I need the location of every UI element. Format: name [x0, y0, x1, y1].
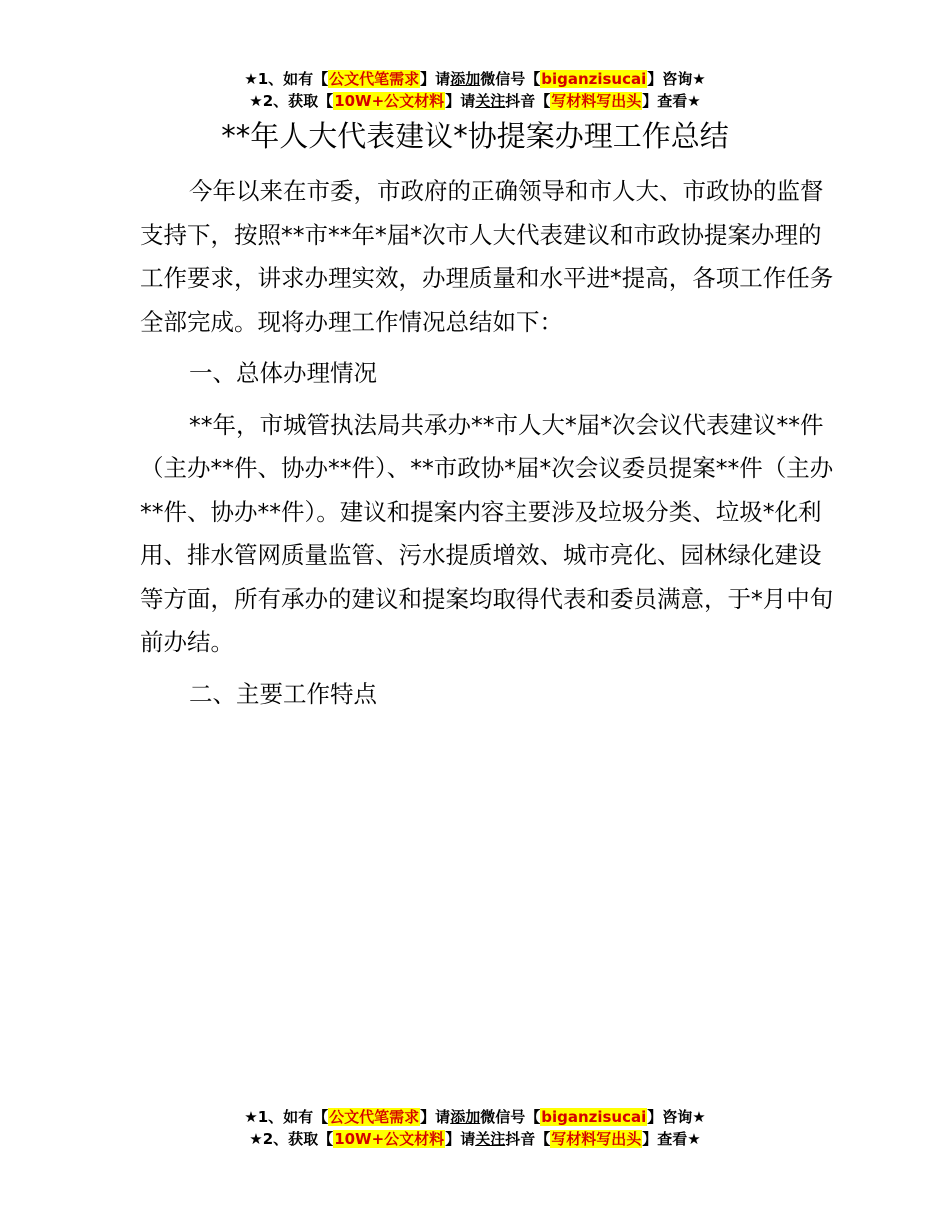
promo-highlight: 公文代笔需求 [329, 70, 420, 88]
promo-line-1 [0, 68, 950, 90]
promo-text: 】查看★ [642, 1130, 701, 1148]
footer-promo-banner [0, 1106, 950, 1150]
promo-text: 】请 [420, 70, 451, 88]
promo-highlight: 写材料写出头 [551, 92, 642, 110]
section-heading: 一、总体办理情况 [189, 359, 377, 387]
promo-highlight: biganzisucai [541, 70, 647, 88]
promo-text: 微信号【 [480, 70, 541, 88]
promo-highlight: 写材料写出头 [551, 1130, 642, 1148]
promo-underlined-text: 关注 [475, 92, 506, 110]
promo-underlined-text: 添加 [450, 1108, 481, 1126]
promo-text: 微信号【 [480, 1108, 541, 1126]
document-title: **年人大代表建议*协提案办理工作总结 [221, 119, 729, 153]
promo-text: ★1、如有【 [244, 1108, 329, 1126]
promo-underlined-text: 添加 [450, 70, 481, 88]
promo-text: 抖音【 [505, 1130, 551, 1148]
promo-text: 】咨询★ [647, 1108, 706, 1126]
promo-highlight: 公文代笔需求 [329, 1108, 420, 1126]
body-paragraph: **年，市城管执法局共承办**市人大*届*次会议代表建议**件（主办**件、协办**件）、**市政协*届*次会议委员提案**件（主办**件、协办**件）。建议和提案内容主要涉及垃圾分类、垃圾*化利用、排水管网质量监管、污水提质增效、城市亮化、园林绿化建设等方面，所有承办的建议和提案均取得代表和委员满意，于*月中旬前办结。 [140, 410, 834, 656]
promo-text: 】请 [445, 1130, 476, 1148]
intro-paragraph: 今年以来在市委，市政府的正确领导和市人大、市政协的监督支持下，按照**市**年*届*次市人大代表建议和市政协提案办理的工作要求，讲求办理实效，办理质量和水平进*提高，各项工作任务全部完成。现将办理工作情况总结如下： [140, 177, 834, 336]
promo-highlight: 10W+公文材料 [334, 92, 445, 110]
promo-text: 】查看★ [642, 92, 701, 110]
promo-underlined-text: 关注 [475, 1130, 506, 1148]
header-promo-banner [0, 68, 950, 112]
promo-text: 抖音【 [505, 92, 551, 110]
promo-text: 】咨询★ [647, 70, 706, 88]
promo-text: ★2、获取【 [249, 92, 334, 110]
promo-text: 】请 [445, 92, 476, 110]
promo-text: ★2、获取【 [249, 1130, 334, 1148]
promo-text: 】请 [420, 1108, 451, 1126]
document-body [140, 170, 840, 716]
promo-line-2 [0, 90, 950, 112]
section-heading: 二、主要工作特点 [189, 679, 377, 708]
promo-highlight: 10W+公文材料 [334, 1130, 445, 1148]
promo-text: ★1、如有【 [244, 70, 329, 88]
promo-highlight: biganzisucai [541, 1108, 647, 1126]
promo-line-1 [0, 1106, 950, 1128]
promo-line-2 [0, 1128, 950, 1150]
